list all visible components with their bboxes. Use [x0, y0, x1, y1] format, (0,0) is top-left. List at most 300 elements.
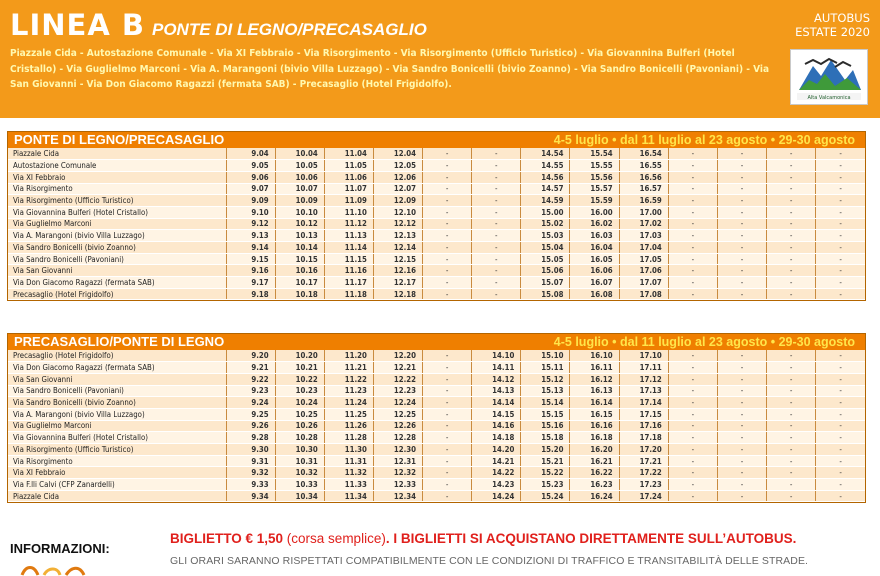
- no-service-cell: -: [717, 218, 766, 230]
- no-service-cell: -: [423, 183, 472, 195]
- no-service-cell: -: [816, 148, 865, 160]
- departure-time: 16.23: [570, 479, 619, 491]
- no-service-cell: -: [423, 385, 472, 397]
- no-service-cell: -: [816, 242, 865, 254]
- no-service-cell: -: [668, 362, 717, 374]
- departure-time: 14.10: [472, 350, 521, 362]
- section-header: [8, 334, 865, 350]
- departure-time: 17.07: [619, 277, 668, 289]
- stop-name: Autostazione Comunale: [8, 160, 226, 172]
- departure-time: 11.21: [324, 362, 373, 374]
- departure-time: 15.54: [570, 148, 619, 160]
- table-row: [8, 230, 865, 242]
- departure-time: 14.11: [472, 362, 521, 374]
- departure-time: 17.06: [619, 265, 668, 277]
- departure-time: 15.13: [521, 385, 570, 397]
- no-service-cell: -: [816, 373, 865, 385]
- departure-time: 16.00: [570, 206, 619, 218]
- no-service-cell: -: [816, 420, 865, 432]
- no-service-cell: -: [816, 479, 865, 491]
- departure-time: 16.15: [570, 408, 619, 420]
- departure-time: 17.11: [619, 362, 668, 374]
- no-service-cell: -: [423, 420, 472, 432]
- no-service-cell: -: [668, 444, 717, 456]
- table-row: [8, 195, 865, 207]
- no-service-cell: -: [423, 408, 472, 420]
- departure-time: 9.09: [226, 195, 275, 207]
- stop-name: Via F.lli Calvi (CFP Zanardelli): [8, 479, 226, 491]
- no-service-cell: -: [668, 253, 717, 265]
- departure-time: 17.22: [619, 467, 668, 479]
- departure-time: 9.14: [226, 242, 275, 254]
- stop-name: Via Risorgimento (Ufficio Turistico): [8, 195, 226, 207]
- departure-time: 16.54: [619, 148, 668, 160]
- no-service-cell: -: [717, 160, 766, 172]
- departure-time: 10.15: [275, 253, 324, 265]
- departure-time: 12.33: [373, 479, 422, 491]
- no-service-cell: -: [423, 160, 472, 172]
- departure-time: 11.16: [324, 265, 373, 277]
- stop-name: Via San Giovanni: [8, 373, 226, 385]
- table-row: [8, 408, 865, 420]
- departure-time: 9.13: [226, 230, 275, 242]
- stop-name: Via XI Febbraio: [8, 467, 226, 479]
- no-service-cell: -: [423, 242, 472, 254]
- departure-time: 9.30: [226, 444, 275, 456]
- no-service-cell: -: [423, 444, 472, 456]
- no-service-cell: -: [423, 467, 472, 479]
- departure-time: 16.20: [570, 444, 619, 456]
- departure-time: 11.28: [324, 432, 373, 444]
- departure-time: 11.25: [324, 408, 373, 420]
- no-service-cell: -: [668, 218, 717, 230]
- departure-time: 15.18: [521, 432, 570, 444]
- departure-time: 11.34: [324, 490, 373, 502]
- stop-name: Via A. Marangoni (bivio Villa Luzzago): [8, 230, 226, 242]
- table-row: [8, 479, 865, 491]
- table-row: [8, 206, 865, 218]
- departure-time: 9.18: [226, 288, 275, 300]
- departure-time: 15.15: [521, 408, 570, 420]
- logo-caption: Alta Valcamonica: [807, 95, 851, 101]
- departure-time: 12.25: [373, 408, 422, 420]
- no-service-cell: -: [767, 455, 816, 467]
- no-service-cell: -: [423, 362, 472, 374]
- departure-time: 14.23: [472, 479, 521, 491]
- ticket-purchase-note: . I BIGLIETTI SI ACQUISTANO DIRETTAMENTE SULL’AUTOBUS.: [385, 531, 797, 546]
- no-service-cell: -: [668, 288, 717, 300]
- no-service-cell: -: [717, 479, 766, 491]
- timetable: [8, 148, 865, 300]
- no-service-cell: -: [472, 218, 521, 230]
- no-service-cell: -: [816, 408, 865, 420]
- table-row: [8, 455, 865, 467]
- stop-name: Via Sandro Bonicelli (Pavoniani): [8, 253, 226, 265]
- no-service-cell: -: [717, 195, 766, 207]
- departure-time: 17.21: [619, 455, 668, 467]
- departure-time: 12.28: [373, 432, 422, 444]
- info-logo-icon: [14, 563, 154, 576]
- no-service-cell: -: [816, 397, 865, 409]
- departure-time: 12.30: [373, 444, 422, 456]
- departure-time: 16.22: [570, 467, 619, 479]
- departure-time: 15.08: [521, 288, 570, 300]
- departure-time: 11.31: [324, 455, 373, 467]
- no-service-cell: -: [668, 467, 717, 479]
- no-service-cell: -: [668, 148, 717, 160]
- departure-time: 11.23: [324, 385, 373, 397]
- no-service-cell: -: [767, 277, 816, 289]
- no-service-cell: -: [472, 277, 521, 289]
- no-service-cell: -: [472, 160, 521, 172]
- departure-time: 16.02: [570, 218, 619, 230]
- departure-time: 15.12: [521, 373, 570, 385]
- no-service-cell: -: [816, 218, 865, 230]
- no-service-cell: -: [767, 490, 816, 502]
- no-service-cell: -: [767, 397, 816, 409]
- no-service-cell: -: [767, 288, 816, 300]
- table-row: [8, 467, 865, 479]
- departure-time: 15.04: [521, 242, 570, 254]
- no-service-cell: -: [816, 183, 865, 195]
- departure-time: 10.16: [275, 265, 324, 277]
- table-row: [8, 350, 865, 362]
- departure-time: 9.28: [226, 432, 275, 444]
- no-service-cell: -: [472, 265, 521, 277]
- no-service-cell: -: [668, 432, 717, 444]
- stop-name: Piazzale Cida: [8, 490, 226, 502]
- departure-time: 12.16: [373, 265, 422, 277]
- departure-time: 16.55: [619, 160, 668, 172]
- departure-time: 14.13: [472, 385, 521, 397]
- departure-time: 9.23: [226, 385, 275, 397]
- departure-time: 11.07: [324, 183, 373, 195]
- no-service-cell: -: [717, 373, 766, 385]
- departure-time: 16.59: [619, 195, 668, 207]
- table-row: [8, 373, 865, 385]
- no-service-cell: -: [423, 288, 472, 300]
- no-service-cell: -: [717, 397, 766, 409]
- departure-time: 10.10: [275, 206, 324, 218]
- no-service-cell: -: [816, 265, 865, 277]
- departure-time: 17.23: [619, 479, 668, 491]
- no-service-cell: -: [717, 230, 766, 242]
- no-service-cell: -: [717, 420, 766, 432]
- no-service-cell: -: [423, 195, 472, 207]
- departure-time: 14.55: [521, 160, 570, 172]
- departure-time: 10.17: [275, 277, 324, 289]
- no-service-cell: -: [423, 479, 472, 491]
- departure-time: 17.20: [619, 444, 668, 456]
- no-service-cell: -: [767, 148, 816, 160]
- departure-time: 11.06: [324, 171, 373, 183]
- timetable-outbound: [7, 131, 866, 301]
- no-service-cell: -: [472, 171, 521, 183]
- no-service-cell: -: [668, 397, 717, 409]
- departure-time: 12.20: [373, 350, 422, 362]
- departure-time: 12.21: [373, 362, 422, 374]
- no-service-cell: -: [717, 183, 766, 195]
- departure-time: 12.17: [373, 277, 422, 289]
- departure-time: 14.16: [472, 420, 521, 432]
- no-service-cell: -: [472, 183, 521, 195]
- no-service-cell: -: [767, 206, 816, 218]
- section-period: 4-5 luglio • dal 11 luglio al 23 agosto • 29-30 agosto: [553, 133, 855, 147]
- departure-time: 9.33: [226, 479, 275, 491]
- no-service-cell: -: [767, 230, 816, 242]
- no-service-cell: -: [668, 195, 717, 207]
- departure-time: 12.34: [373, 490, 422, 502]
- departure-time: 15.11: [521, 362, 570, 374]
- no-service-cell: -: [668, 455, 717, 467]
- no-service-cell: -: [767, 350, 816, 362]
- no-service-cell: -: [423, 218, 472, 230]
- table-row: [8, 490, 865, 502]
- no-service-cell: -: [668, 350, 717, 362]
- mountain-logo-icon: [791, 50, 867, 104]
- table-row: [8, 397, 865, 409]
- stop-name: Via Giovannina Bulferi (Hotel Cristallo): [8, 432, 226, 444]
- table-row: [8, 242, 865, 254]
- stop-name: Via Don Giacomo Ragazzi (fermata SAB): [8, 277, 226, 289]
- no-service-cell: -: [767, 408, 816, 420]
- table-row: [8, 420, 865, 432]
- departure-time: 10.04: [275, 148, 324, 160]
- departure-time: 14.56: [521, 171, 570, 183]
- no-service-cell: -: [717, 148, 766, 160]
- departure-time: 16.12: [570, 373, 619, 385]
- departure-time: 10.20: [275, 350, 324, 362]
- table-row: [8, 444, 865, 456]
- schedule-note: GLI ORARI SARANNO RISPETTATI COMPATIBILMENTE CON LE CONDIZIONI DI TRAFFICO E TRANSITABILITÀ DELLE STRADE.: [170, 555, 809, 567]
- departure-time: 9.17: [226, 277, 275, 289]
- departure-time: 14.18: [472, 432, 521, 444]
- departure-time: 12.23: [373, 385, 422, 397]
- departure-time: 17.03: [619, 230, 668, 242]
- departure-time: 10.23: [275, 385, 324, 397]
- no-service-cell: -: [767, 444, 816, 456]
- departure-time: 9.10: [226, 206, 275, 218]
- departure-time: 15.21: [521, 455, 570, 467]
- departure-time: 11.20: [324, 350, 373, 362]
- departure-time: 11.22: [324, 373, 373, 385]
- departure-time: 11.09: [324, 195, 373, 207]
- departure-time: 11.14: [324, 242, 373, 254]
- table-row: [8, 171, 865, 183]
- stop-name: Via Risorgimento: [8, 183, 226, 195]
- departure-time: 16.13: [570, 385, 619, 397]
- departure-time: 17.14: [619, 397, 668, 409]
- table-row: [8, 160, 865, 172]
- departure-time: 10.33: [275, 479, 324, 491]
- departure-time: 16.14: [570, 397, 619, 409]
- departure-time: 12.24: [373, 397, 422, 409]
- no-service-cell: -: [767, 479, 816, 491]
- no-service-cell: -: [668, 385, 717, 397]
- no-service-cell: -: [668, 230, 717, 242]
- departure-time: 10.32: [275, 467, 324, 479]
- departure-time: 9.22: [226, 373, 275, 385]
- stop-name: Precasaglio (Hotel Frigidolfo): [8, 288, 226, 300]
- no-service-cell: -: [767, 385, 816, 397]
- departure-time: 10.31: [275, 455, 324, 467]
- no-service-cell: -: [717, 455, 766, 467]
- table-row: [8, 362, 865, 374]
- departure-time: 9.16: [226, 265, 275, 277]
- no-service-cell: -: [668, 183, 717, 195]
- no-service-cell: -: [816, 362, 865, 374]
- route-title: PONTE DI LEGNO/PRECASAGLIO: [152, 20, 427, 39]
- departure-time: 12.26: [373, 420, 422, 432]
- departure-time: 15.16: [521, 420, 570, 432]
- departure-time: 11.10: [324, 206, 373, 218]
- no-service-cell: -: [717, 432, 766, 444]
- line-title: LINEA B: [10, 8, 145, 42]
- departure-time: 16.24: [570, 490, 619, 502]
- no-service-cell: -: [423, 455, 472, 467]
- departure-time: 9.15: [226, 253, 275, 265]
- no-service-cell: -: [423, 230, 472, 242]
- departure-time: 12.32: [373, 467, 422, 479]
- no-service-cell: -: [668, 420, 717, 432]
- no-service-cell: -: [717, 171, 766, 183]
- departure-time: 14.12: [472, 373, 521, 385]
- departure-time: 14.14: [472, 397, 521, 409]
- departure-time: 12.13: [373, 230, 422, 242]
- no-service-cell: -: [423, 350, 472, 362]
- departure-time: 12.09: [373, 195, 422, 207]
- departure-time: 17.04: [619, 242, 668, 254]
- departure-time: 16.06: [570, 265, 619, 277]
- table-row: [8, 183, 865, 195]
- no-service-cell: -: [816, 350, 865, 362]
- no-service-cell: -: [816, 288, 865, 300]
- no-service-cell: -: [472, 230, 521, 242]
- departure-time: 10.07: [275, 183, 324, 195]
- departure-time: 16.57: [619, 183, 668, 195]
- departure-time: 15.02: [521, 218, 570, 230]
- departure-time: 15.57: [570, 183, 619, 195]
- departure-time: 17.13: [619, 385, 668, 397]
- departure-time: 17.12: [619, 373, 668, 385]
- departure-time: 14.22: [472, 467, 521, 479]
- no-service-cell: -: [816, 253, 865, 265]
- departure-time: 11.17: [324, 277, 373, 289]
- no-service-cell: -: [423, 373, 472, 385]
- timetable: [8, 350, 865, 502]
- departure-time: 15.06: [521, 265, 570, 277]
- no-service-cell: -: [767, 467, 816, 479]
- no-service-cell: -: [423, 148, 472, 160]
- no-service-cell: -: [423, 397, 472, 409]
- no-service-cell: -: [668, 171, 717, 183]
- departure-time: 10.14: [275, 242, 324, 254]
- no-service-cell: -: [767, 253, 816, 265]
- stop-name: Via Risorgimento: [8, 455, 226, 467]
- departure-time: 14.59: [521, 195, 570, 207]
- departure-time: 14.57: [521, 183, 570, 195]
- no-service-cell: -: [668, 490, 717, 502]
- departure-time: 9.20: [226, 350, 275, 362]
- departure-time: 9.12: [226, 218, 275, 230]
- stop-name: Via Giovannina Bulferi (Hotel Cristallo): [8, 206, 226, 218]
- departure-time: 12.04: [373, 148, 422, 160]
- departure-time: 11.18: [324, 288, 373, 300]
- no-service-cell: -: [816, 160, 865, 172]
- stops-summary: Piazzale Cida - Autostazione Comunale - Via XI Febbraio - Via Risorgimento - Via Risorgimento (Ufficio Turistico) - Via Giovannina Bulferi (Hotel Cristallo) - Via Guglielmo Marconi - Via A. Marangoni (bivio Villa Luzzago) - Via Sandro Bonicelli (bivio Zoanno) - Via Sandro Bonicelli (Pavoniani) - Via San Giovanni - Via Don Giacomo Ragazzi (fermata SAB) - Precasaglio (Hotel Frigidolfo).: [10, 48, 770, 90]
- departure-time: 11.24: [324, 397, 373, 409]
- stop-name: Via Guglielmo Marconi: [8, 420, 226, 432]
- departure-time: 9.24: [226, 397, 275, 409]
- stop-name: Piazzale Cida: [8, 148, 226, 160]
- no-service-cell: -: [668, 160, 717, 172]
- departure-time: 11.33: [324, 479, 373, 491]
- table-row: [8, 253, 865, 265]
- no-service-cell: -: [423, 490, 472, 502]
- section-period: 4-5 luglio • dal 11 luglio al 23 agosto • 29-30 agosto: [553, 335, 855, 349]
- departure-time: 10.34: [275, 490, 324, 502]
- departure-time: 12.07: [373, 183, 422, 195]
- no-service-cell: -: [472, 253, 521, 265]
- departure-time: 17.15: [619, 408, 668, 420]
- departure-time: 10.28: [275, 432, 324, 444]
- no-service-cell: -: [717, 362, 766, 374]
- table-row: [8, 218, 865, 230]
- no-service-cell: -: [816, 206, 865, 218]
- departure-time: 12.14: [373, 242, 422, 254]
- departure-time: 10.26: [275, 420, 324, 432]
- departure-time: 11.30: [324, 444, 373, 456]
- departure-time: 14.21: [472, 455, 521, 467]
- no-service-cell: -: [423, 277, 472, 289]
- departure-time: 15.05: [521, 253, 570, 265]
- departure-time: 15.59: [570, 195, 619, 207]
- departure-time: 10.13: [275, 230, 324, 242]
- no-service-cell: -: [717, 490, 766, 502]
- no-service-cell: -: [717, 206, 766, 218]
- departure-time: 9.34: [226, 490, 275, 502]
- ticket-price: BIGLIETTO € 1,50: [170, 531, 287, 546]
- departure-time: 16.21: [570, 455, 619, 467]
- departure-time: 9.06: [226, 171, 275, 183]
- no-service-cell: -: [767, 265, 816, 277]
- no-service-cell: -: [423, 432, 472, 444]
- header-banner: [0, 0, 880, 118]
- departure-time: 17.08: [619, 288, 668, 300]
- no-service-cell: -: [767, 362, 816, 374]
- no-service-cell: -: [816, 490, 865, 502]
- departure-time: 14.54: [521, 148, 570, 160]
- no-service-cell: -: [717, 288, 766, 300]
- departure-time: 16.10: [570, 350, 619, 362]
- departure-time: 10.09: [275, 195, 324, 207]
- no-service-cell: -: [423, 253, 472, 265]
- departure-time: 9.05: [226, 160, 275, 172]
- no-service-cell: -: [717, 385, 766, 397]
- table-row: [8, 148, 865, 160]
- no-service-cell: -: [717, 277, 766, 289]
- departure-time: 17.18: [619, 432, 668, 444]
- departure-time: 10.25: [275, 408, 324, 420]
- no-service-cell: -: [472, 206, 521, 218]
- departure-time: 15.03: [521, 230, 570, 242]
- departure-time: 9.07: [226, 183, 275, 195]
- departure-time: 9.25: [226, 408, 275, 420]
- no-service-cell: -: [767, 171, 816, 183]
- departure-time: 9.31: [226, 455, 275, 467]
- departure-time: 10.21: [275, 362, 324, 374]
- stop-name: Via Guglielmo Marconi: [8, 218, 226, 230]
